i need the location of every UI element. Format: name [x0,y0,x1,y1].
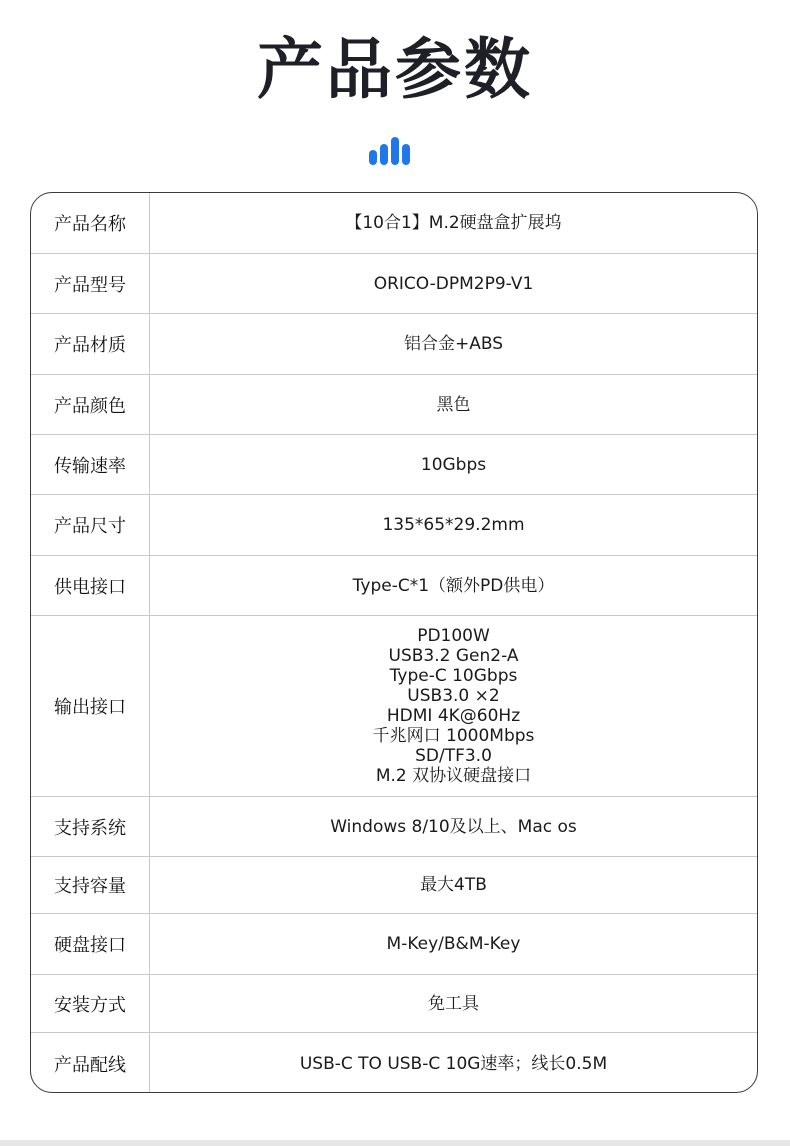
spec-value-line: M.2 双协议硬盘接口 [375,766,532,786]
spec-label: 安装方式 [31,975,150,1032]
spec-value-line: 千兆网口 1000Mbps [372,726,535,746]
spec-row [31,434,757,494]
spec-row [31,796,757,856]
spec-value-line: Type-C 10Gbps [389,666,518,686]
spec-label: 产品材质 [31,314,150,374]
spec-value-line: PD100W [417,626,490,646]
spec-row [31,494,757,555]
spec-value-line: M-Key/B&M-Key [386,934,521,954]
spec-label: 供电接口 [31,556,150,615]
spec-label: 产品尺寸 [31,495,150,555]
spec-label: 支持系统 [31,797,150,856]
spec-value-line: 最大4TB [420,875,487,895]
spec-row [31,555,757,615]
spec-table [30,192,758,1093]
spec-value-line: 免工具 [428,993,479,1014]
spec-row [31,615,757,796]
spec-value [150,556,757,615]
spec-value [150,1033,757,1093]
spec-value-line: 【10合1】M.2硬盘盒扩展坞 [345,213,562,233]
spec-value-line: ORICO-DPM2P9-V1 [373,273,534,294]
spec-value-line: 10Gbps [420,454,487,475]
spec-value-line: Windows 8/10及以上、Mac os [330,816,577,837]
spec-label: 产品名称 [31,193,150,253]
spec-row [31,313,757,374]
signal-bar [402,144,410,165]
spec-value [150,797,757,856]
spec-value-line: SD/TF3.0 [415,746,492,766]
spec-value-line: HDMI 4K@60Hz [386,706,521,726]
spec-row [31,193,757,253]
spec-value [150,254,757,313]
spec-value [150,375,757,434]
spec-row [31,974,757,1032]
spec-row [31,253,757,313]
spec-value-line: 铝合金+ABS [403,334,504,354]
spec-value-line: USB3.0 ×2 [407,686,500,706]
signal-bar [391,137,399,165]
spec-value-line: USB-C TO USB-C 10G速率；线长0.5M [299,1053,608,1074]
spec-value-line: 135*65*29.2mm [382,515,525,535]
spec-value [150,857,757,913]
spec-value [150,495,757,555]
signal-bar [380,144,388,165]
spec-value-line: USB3.2 Gen2-A [388,646,519,666]
spec-value [150,193,757,253]
page-title: 产品参数 [257,31,533,108]
spec-label: 产品配线 [31,1033,150,1093]
spec-row [31,1032,757,1093]
signal-bars-icon [369,137,421,165]
spec-value [150,314,757,374]
spec-label: 产品型号 [31,254,150,313]
spec-row [31,856,757,913]
spec-value-line: 黑色 [436,394,471,415]
spec-value-line: Type-C*1（额外PD供电） [352,575,555,596]
spec-value [150,914,757,974]
spec-label: 产品颜色 [31,375,150,434]
spec-label: 硬盘接口 [31,914,150,974]
spec-value [150,975,757,1032]
spec-value [150,435,757,494]
bottom-divider [0,1140,790,1146]
spec-label: 支持容量 [31,857,150,913]
spec-row [31,913,757,974]
spec-row [31,374,757,434]
spec-label: 传输速率 [31,435,150,494]
signal-bar [369,150,377,165]
spec-label: 输出接口 [31,616,150,796]
spec-value [150,616,757,796]
